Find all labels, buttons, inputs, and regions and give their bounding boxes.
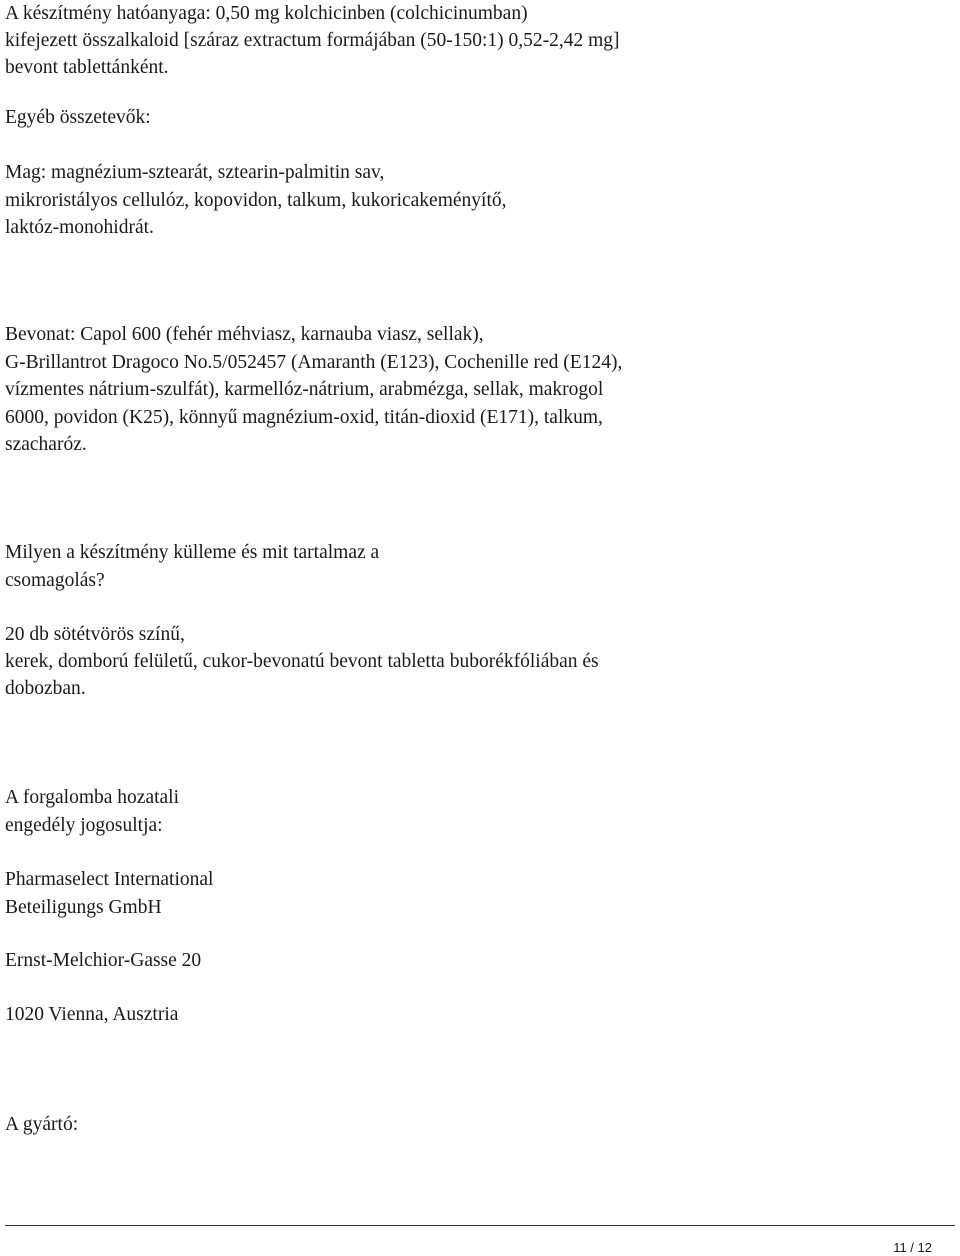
core-line-2: mikroristályos cellulóz, kopovidon, talkum, kukoricakeményítő, bbox=[5, 190, 507, 211]
holder-name-line-2: Beteiligungs GmbH bbox=[5, 897, 162, 918]
composition-line-2: kifejezett összalkaloid [száraz extractum formájában (50-150:1) 0,52-2,42 mg] bbox=[5, 30, 620, 51]
core-line-1: Mag: magnézium-sztearát, sztearin-palmitin sav, bbox=[5, 162, 385, 183]
holder-street: Ernst-Melchior-Gasse 20 bbox=[5, 950, 202, 971]
coating-line-4: 6000, povidon (K25), könnyű magnézium-oxid, titán-dioxid (E171), talkum, bbox=[5, 407, 603, 428]
footer-divider bbox=[5, 1225, 955, 1226]
appearance-answer-line-2: kerek, domború felületű, cukor-bevonatú bevont tabletta buborékfóliában és bbox=[5, 651, 599, 672]
coating-line-1: Bevonat: Capol 600 (fehér méhviasz, karnauba viasz, sellak), bbox=[5, 324, 484, 345]
other-ingredients-heading: Egyéb összetevők: bbox=[5, 107, 151, 128]
appearance-answer-line-1: 20 db sötétvörös színű, bbox=[5, 624, 185, 645]
appearance-question-line-1: Milyen a készítmény külleme és mit tartalmaz a bbox=[5, 542, 380, 563]
holder-city: 1020 Vienna, Ausztria bbox=[5, 1004, 179, 1025]
appearance-question-line-2: csomagolás? bbox=[5, 570, 105, 591]
manufacturer-heading: A gyártó: bbox=[5, 1114, 79, 1135]
coating-line-2: G-Brillantrot Dragoco No.5/052457 (Amaranth (E123), Cochenille red (E124), bbox=[5, 352, 623, 373]
composition-line-1: A készítmény hatóanyaga: 0,50 mg kolchicinben (colchicinumban) bbox=[5, 3, 528, 24]
page-number: 11 / 12 bbox=[893, 1240, 932, 1255]
coating-line-3: vízmentes nátrium-szulfát), karmellóz-nátrium, arabmézga, sellak, makrogol bbox=[5, 379, 604, 400]
holder-heading-line-2: engedély jogosultja: bbox=[5, 815, 163, 836]
composition-line-3: bevont tablettánként. bbox=[5, 57, 169, 78]
coating-line-5: szacharóz. bbox=[5, 434, 87, 455]
holder-name-line-1: Pharmaselect International bbox=[5, 869, 214, 890]
core-line-3: laktóz-monohidrát. bbox=[5, 217, 154, 238]
appearance-answer-line-3: dobozban. bbox=[5, 678, 86, 699]
holder-heading-line-1: A forgalomba hozatali bbox=[5, 787, 180, 808]
